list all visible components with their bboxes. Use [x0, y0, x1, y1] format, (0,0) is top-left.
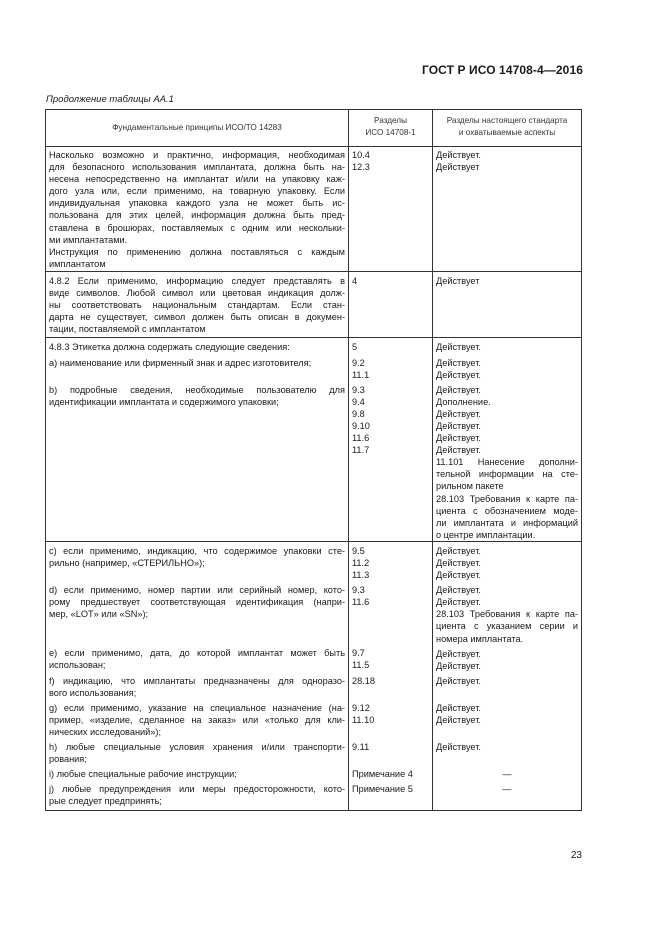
table-row: [46, 147, 582, 272]
table-row: [46, 271, 582, 337]
table-row: [46, 541, 582, 810]
aspects-cell: Действует. Действует. Действует. Действует. Дополнение. Действует. Действует. Действует. Действует. 11.101 Нанесение дополни- тельной информации на сте- рильном пакете 28.103 Требования к карте па- циента с обозначением моде- ли имплантата и информаций о центре имплантации.: [433, 338, 582, 542]
document-code: ГОСТ Р ИСО 14708-4—2016: [421, 63, 583, 77]
table-caption: Продолжение таблицы АА.1: [46, 94, 174, 105]
sections-cell: 9.5 11.2 11.3 9.3 11.6 9.7 11.5 28.18 9.12 11.10 9.11 Примечание 4 Примечание 5: [349, 541, 433, 810]
principle-cell: с) если применимо, индикацию, что содержимое упаковки сте- рильно (например, «СТЕРИЛЬНО»); d) если применимо, номер партии или серийный номер, кото- рому предшествует соответствующая идентификация (напри- мер, «LOT» или «SN»); е) если применимо, дата, до которой имплантат может быть использован; f) индикацию, что имплантаты предназначены для одноразо- вого использования; g) если применимо, указание на специальное назначение (на- пример, «изделие, сделанное на заказ» или «только для кли- нических исследований»); h) любые специальные условия хранения и/или транспорти- рования; i) любые специальные рабочие инструкции; j) любые предупреждения или меры предосторожности, кото- рые следует предпринять;: [46, 541, 349, 810]
table-header-row: [46, 110, 582, 147]
principle-cell: Насколько возможно и практично, информация, необходимая для безопасного использования имплантата, должна быть на- несена непосредственно на имплантат и/или на упаковку каж- дого узла или, если применимо, на товарную упаковку. Если индивидуальная упаковка каждого узла не может быть ис- пользована для этих целей, информация должна быть пред- ставлена в брошюрах, поставляемых с одним или нескольки- ми имплантатами. Инструкция по применению должна поставляться с каждым имплантатом: [46, 147, 349, 272]
principle-cell: 4.8.3 Этикетка должна содержать следующие сведения: а) наименование или фирменный знак и адрес изготовителя; b) подробные сведения, необходимые пользователю для идентификации имплантата и содержимого упаковки;: [46, 338, 349, 542]
sections-cell: 5 9.2 11.1 9.3 9.4 9.8 9.10 11.6 11.7: [349, 338, 433, 542]
header-sections-iso: Разделы ИСО 14708-1: [349, 110, 433, 147]
sections-cell: 4: [349, 271, 433, 337]
header-sections-standard: Разделы настоящего стандарта и охватываемые аспекты: [433, 110, 582, 147]
page-number: 23: [570, 850, 582, 861]
aspects-cell: Действует. Действует: [433, 147, 582, 272]
sections-cell: 10.4 12.3: [349, 147, 433, 272]
principle-cell: 4.8.2 Если применимо, информацию следует представлять в виде символов. Любой символ или цветовая индикация долж- ны соответствовать национальным стандартам. Если стан- дарта не существует, символ должен быть описан в докумен- тации, поставляемой с имплантатом: [46, 271, 349, 337]
table-row: [46, 338, 582, 542]
aspects-cell: Действует. Действует. Действует. Действует. Действует. 28.103 Требования к карте па- циента с указанием серии и номера имплантата. Действует. Действует. Действует. Действует. Действует. Действует. — —: [433, 541, 582, 810]
aspects-cell: Действует: [433, 271, 582, 337]
standards-table: [45, 109, 582, 811]
header-principles: Фундаментальные принципы ИСО/ТО 14283: [46, 110, 349, 147]
